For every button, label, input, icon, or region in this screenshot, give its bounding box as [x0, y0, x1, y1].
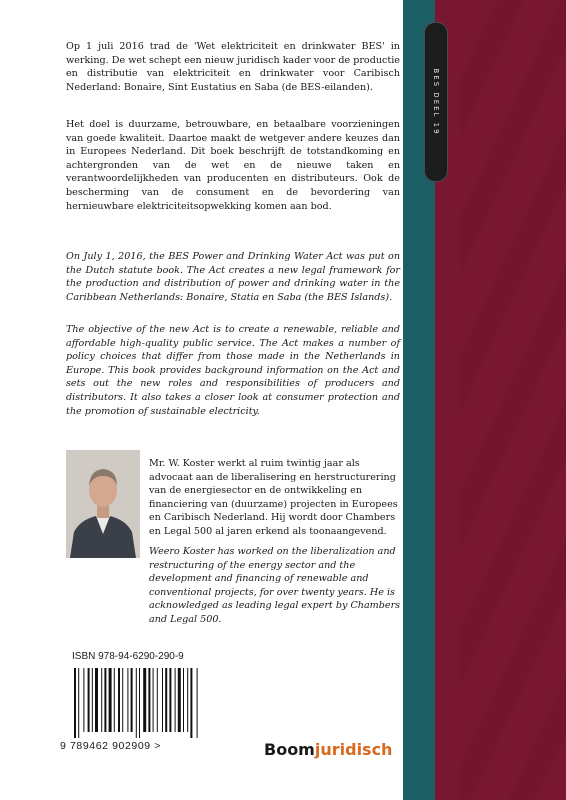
barcode-bar [131, 668, 133, 732]
series-badge [424, 22, 448, 182]
spine-stripe-pattern [460, 0, 566, 800]
author-photo [66, 450, 140, 558]
barcode-bar [95, 668, 98, 732]
publisher-logo-part2: juridisch [314, 740, 393, 759]
barcode-bar [187, 668, 188, 732]
barcode-bar [83, 668, 84, 732]
barcode-bar [127, 668, 128, 732]
barcode-digits: 9 789462 902909 > [60, 740, 161, 752]
barcode [72, 668, 204, 738]
barcode-bar [88, 668, 90, 732]
barcode-bar [178, 668, 181, 732]
barcode-bar [190, 668, 192, 738]
barcode-bar [114, 668, 115, 732]
publisher-logo-part1: Boom [264, 740, 315, 759]
barcode-bar [101, 668, 102, 732]
publisher-logo [264, 740, 392, 759]
barcode-bar [139, 668, 140, 738]
barcode-bar [78, 668, 79, 738]
barcode-bar [153, 668, 154, 732]
english-paragraph-2: The objective of the new Act is to create a renewable, reliable and affordable high-quality public service. The Act makes a number of policy choices that differ from those made in the Netherlands in Europe. This book provides background information on the Act and sets out the new roles and responsibilities of producers and distributors. It also takes a closer look at consumer protection and the promotion of sustainable electricity. [66, 324, 400, 417]
dutch-paragraph-1: Op 1 juli 2016 trad de 'Wet elektriciteit en drinkwater BES' in werking. De wet schept een nieuw juridisch kader voor de productie en distributie van elektriciteit en drinkwater voor Caribisch Nederland: Bonaire, Sint Eustatius en Saba (de BES-eilanden). [66, 41, 400, 93]
barcode-bar [165, 668, 167, 732]
barcode-bar [109, 668, 112, 732]
barcode-bar [169, 668, 171, 732]
barcode-bar [143, 668, 146, 732]
barcode-bar [183, 668, 184, 732]
barcode-bar [104, 668, 106, 732]
barcode-bar [197, 668, 198, 738]
barcode-bar [74, 668, 76, 738]
barcode-bar [122, 668, 123, 732]
author-bio-dutch: Mr. W. Koster werkt al ruim twintig jaar als advocaat aan de liberalisering en herstructurering van de energiesector en de ontwikkeling en financiering van (duurzame) projecten in Europees en Caribisch Nederland. Hij wordt door Chambers en Legal 500 al jaren erkend als toonaangevend. [149, 458, 398, 537]
barcode-bar [136, 668, 137, 738]
series-badge-label: BES DEEL 19 [432, 68, 440, 136]
barcode-bar [118, 668, 120, 732]
barcode-bar [162, 668, 163, 732]
english-paragraph-1: On July 1, 2016, the BES Power and Drinking Water Act was put on the Dutch statute book. The Act creates a new legal framework for the production and distribution of power and drinking water in the Caribbean Netherlands: Bonaire, Statia en Saba (the BES Islands). [66, 251, 400, 303]
barcode-bar [157, 668, 158, 732]
dutch-paragraph-2: Het doel is duurzame, betrouwbare, en betaalbare voorzieningen van goede kwaliteit. Daartoe maakt de wetgever andere keuzes dan in Europees Nederland. Dit boek beschrijft de totstandkoming en achtergronden van de wet en de nieuwe taken en verantwoordelijkheden van producenten en distributeurs. Ook de bescherming van de consument en de bevordering van hernieuwbare elektriciteitsopwekking komen aan bod. [66, 119, 400, 212]
barcode-bar [92, 668, 93, 732]
barcode-bar [175, 668, 176, 732]
author-bio-english: Weero Koster has worked on the liberalization and restructuring of the energy sector and the development and financing of renewable and conventional projects, for over twenty years. He is acknowledged as leading legal expert by Chambers and Legal 500. [149, 546, 401, 625]
barcode-bar [148, 668, 150, 732]
isbn-label: ISBN 978-94-6290-290-9 [72, 651, 184, 662]
